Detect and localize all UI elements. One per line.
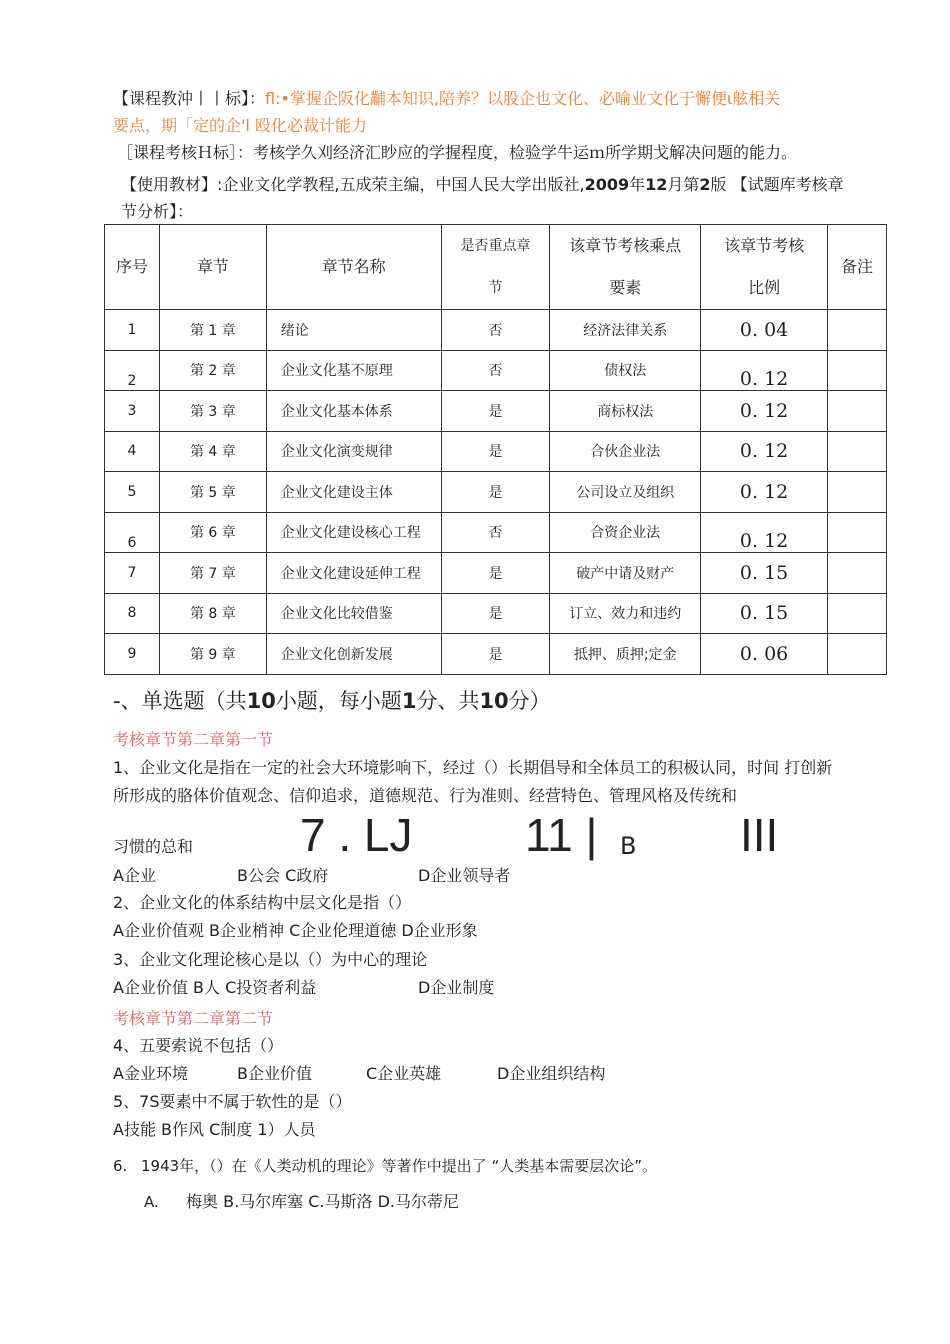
- row-key: 否: [441, 350, 550, 391]
- table-row: [105, 472, 887, 513]
- textbook-tail: 版 【试题库考核章: [710, 175, 844, 194]
- question-6: 1943年，（）在《人类动机的理论》等著作中提出了 “人类基本需要层次论”。: [141, 1157, 657, 1175]
- row-chapter: 第 2 章: [159, 350, 266, 391]
- row-ratio: 0. 12: [701, 350, 828, 391]
- header-ratio: 该章节考核 比例: [701, 225, 828, 310]
- question-1-line-3: 习惯的总和: [113, 837, 194, 856]
- row-name: 企业文化建设核心工程: [266, 512, 441, 553]
- course-goal-line-1: [113, 88, 780, 110]
- course-goal-text-1: fl:•掌握企阪化黼本知识,陪养？以股企也文化、必喻业文化于懈便ι舷相关: [265, 89, 781, 108]
- table-row: [105, 310, 887, 351]
- section-title: -、单选题（共10小题，每小题1分、共10分）: [113, 689, 551, 713]
- row-note: [828, 350, 887, 391]
- garbled-mark-3: B: [620, 832, 637, 860]
- row-name: 企业文化基不原理: [266, 350, 441, 391]
- header-name: 章节名称: [266, 225, 441, 310]
- q6-option-label: A.: [144, 1193, 159, 1211]
- row-num: 5: [105, 472, 160, 513]
- course-assess-label: ［课程考核Ｈ标］：: [117, 143, 254, 162]
- row-point: 公司设立及组织: [550, 472, 701, 513]
- textbook-line-1: [121, 174, 844, 196]
- row-num: 4: [105, 431, 160, 472]
- header-key: 是否重点章 节: [441, 225, 550, 310]
- row-key: 是: [441, 472, 550, 513]
- row-note: [828, 593, 887, 634]
- row-name: 企业文化创新发展: [266, 634, 441, 675]
- q4-option-b: B企业价值: [237, 1064, 312, 1083]
- row-point: 合资企业法: [550, 512, 701, 553]
- textbook-text: 【使用教材】:企业文化学教程,五成荣主编，中国人民大学出版社,: [121, 175, 585, 194]
- chapter-tag-2: 考核章节第二章第二节: [113, 1009, 274, 1028]
- course-goal-line-2: 要点，期「定的企'l 殴化必裁计能力: [113, 116, 367, 135]
- row-name: 企业文化演变规律: [266, 431, 441, 472]
- q1-option-bc: B公会 C政府: [237, 866, 329, 885]
- textbook-year: 2009: [584, 175, 630, 194]
- q3-option-abc: A企业价值 B人 C投资者利益: [113, 978, 317, 997]
- row-num: 7: [105, 553, 160, 594]
- garbled-mark-4: III: [740, 809, 779, 861]
- row-num: 8: [105, 593, 160, 634]
- row-chapter: 第 1 章: [159, 310, 266, 351]
- row-point: 破产中请及财产: [550, 553, 701, 594]
- q4-option-c: C企业英雄: [366, 1064, 442, 1083]
- course-assess-line: [117, 142, 797, 164]
- textbook-month-unit: 月第: [667, 175, 700, 194]
- row-key: 是: [441, 553, 550, 594]
- table-row: [105, 391, 887, 432]
- row-num: 6: [105, 512, 160, 553]
- row-ratio: 0. 04: [701, 310, 828, 351]
- row-ratio: 0. 15: [701, 593, 828, 634]
- row-point: 债权法: [550, 350, 701, 391]
- row-chapter: 第 5 章: [159, 472, 266, 513]
- question-2: 2、企业文化的体系结构中层文化是指（）: [113, 893, 412, 912]
- header-note: 备注: [828, 225, 887, 310]
- row-chapter: 第 7 章: [159, 553, 266, 594]
- row-key: 是: [441, 634, 550, 675]
- q2-options: A企业价值观 B企业梢神 C企业伦理道徳 D企业形象: [113, 921, 478, 940]
- row-point: 订立、效力和违约: [550, 593, 701, 634]
- table-row: [105, 553, 887, 594]
- row-point: 商标权法: [550, 391, 701, 432]
- row-chapter: 第 8 章: [159, 593, 266, 634]
- row-note: [828, 310, 887, 351]
- garbled-mark-1: 7 . LJ: [300, 809, 413, 861]
- row-name: 绪论: [266, 310, 441, 351]
- row-name: 企业文化建设主体: [266, 472, 441, 513]
- row-key: 是: [441, 593, 550, 634]
- chapter-analysis-table: [104, 224, 887, 675]
- q1-option-d: D企业领导者: [418, 866, 511, 885]
- question-6-number: 6.: [113, 1157, 128, 1175]
- row-key: 是: [441, 391, 550, 432]
- table-row: [105, 593, 887, 634]
- header-num: 序号: [105, 225, 160, 310]
- q3-option-d: D企业制度: [418, 978, 495, 997]
- q4-option-a: A金业环境: [113, 1064, 188, 1083]
- table-row: [105, 431, 887, 472]
- row-key: 是: [441, 431, 550, 472]
- q6-options: 梅奥 B.马尔库塞 C.马斯洛 D.马尔蒂尼: [186, 1192, 459, 1211]
- row-name: 企业文化比较借鉴: [266, 593, 441, 634]
- q4-option-d: D企业组织结构: [497, 1064, 606, 1083]
- row-note: [828, 553, 887, 594]
- row-num: 2: [105, 350, 160, 391]
- row-note: [828, 512, 887, 553]
- textbook-year-unit: 年: [629, 175, 646, 194]
- row-note: [828, 472, 887, 513]
- row-key: 否: [441, 310, 550, 351]
- question-3: 3、企业文化理论核心是以（）为中心的理论: [113, 950, 428, 969]
- chapter-tag-1: 考核章节第二章第一节: [113, 730, 274, 749]
- table-row: [105, 512, 887, 553]
- row-chapter: 第 4 章: [159, 431, 266, 472]
- row-num: 9: [105, 634, 160, 675]
- row-name: 企业文化建设延伸工程: [266, 553, 441, 594]
- garbled-mark-2: 11 |: [525, 809, 598, 861]
- question-1-line-1: 1、企业文化是指在一定的社会大环境影响下，经过（）长期倡导和全体员工的积极认同，时间 打创新: [113, 758, 833, 777]
- header-points: 该章节考核乘点 要素: [550, 225, 701, 310]
- textbook-month: 12: [645, 175, 668, 194]
- row-ratio: 0. 12: [701, 472, 828, 513]
- row-ratio: 0. 12: [701, 512, 828, 553]
- row-chapter: 第 3 章: [159, 391, 266, 432]
- row-ratio: 0. 12: [701, 431, 828, 472]
- q1-option-a: A企业: [113, 866, 156, 885]
- question-1-line-2: 所形成的胳体价值观念、信仰追求，道德规范、行为准则、经营特色、管理风格及传统和: [113, 786, 738, 805]
- row-chapter: 第 9 章: [159, 634, 266, 675]
- row-name: 企业文化基本体系: [266, 391, 441, 432]
- question-5: 5、7S要素中不属于软性的是（）: [113, 1092, 352, 1111]
- course-goal-label: 【课程教沖丨丨标】：: [113, 89, 266, 108]
- row-point: 抵押、质押;定金: [550, 634, 701, 675]
- course-assess-text: 考核学久刈经济汇眇应的学握程度，检验学牛运ｍ所学期戈解决问题的能力。: [253, 143, 798, 162]
- table-row: [105, 350, 887, 391]
- row-point: 合伙企业法: [550, 431, 701, 472]
- table-row: [105, 634, 887, 675]
- question-4: 4、五要索说不包括（）: [113, 1036, 284, 1055]
- row-num: 1: [105, 310, 160, 351]
- row-ratio: 0. 12: [701, 391, 828, 432]
- header-chapter: 章节: [159, 225, 266, 310]
- textbook-edition: 2: [699, 175, 711, 194]
- row-key: 否: [441, 512, 550, 553]
- row-ratio: 0. 15: [701, 553, 828, 594]
- row-point: 经济法律关系: [550, 310, 701, 351]
- row-ratio: 0. 06: [701, 634, 828, 675]
- table-header-row: [105, 225, 887, 310]
- row-num: 3: [105, 391, 160, 432]
- row-note: [828, 391, 887, 432]
- row-note: [828, 431, 887, 472]
- row-chapter: 第 6 章: [159, 512, 266, 553]
- textbook-line-2: 节分析】：: [121, 202, 194, 221]
- q5-options: A技能 B作风 C制度 1）人员: [113, 1120, 316, 1139]
- row-note: [828, 634, 887, 675]
